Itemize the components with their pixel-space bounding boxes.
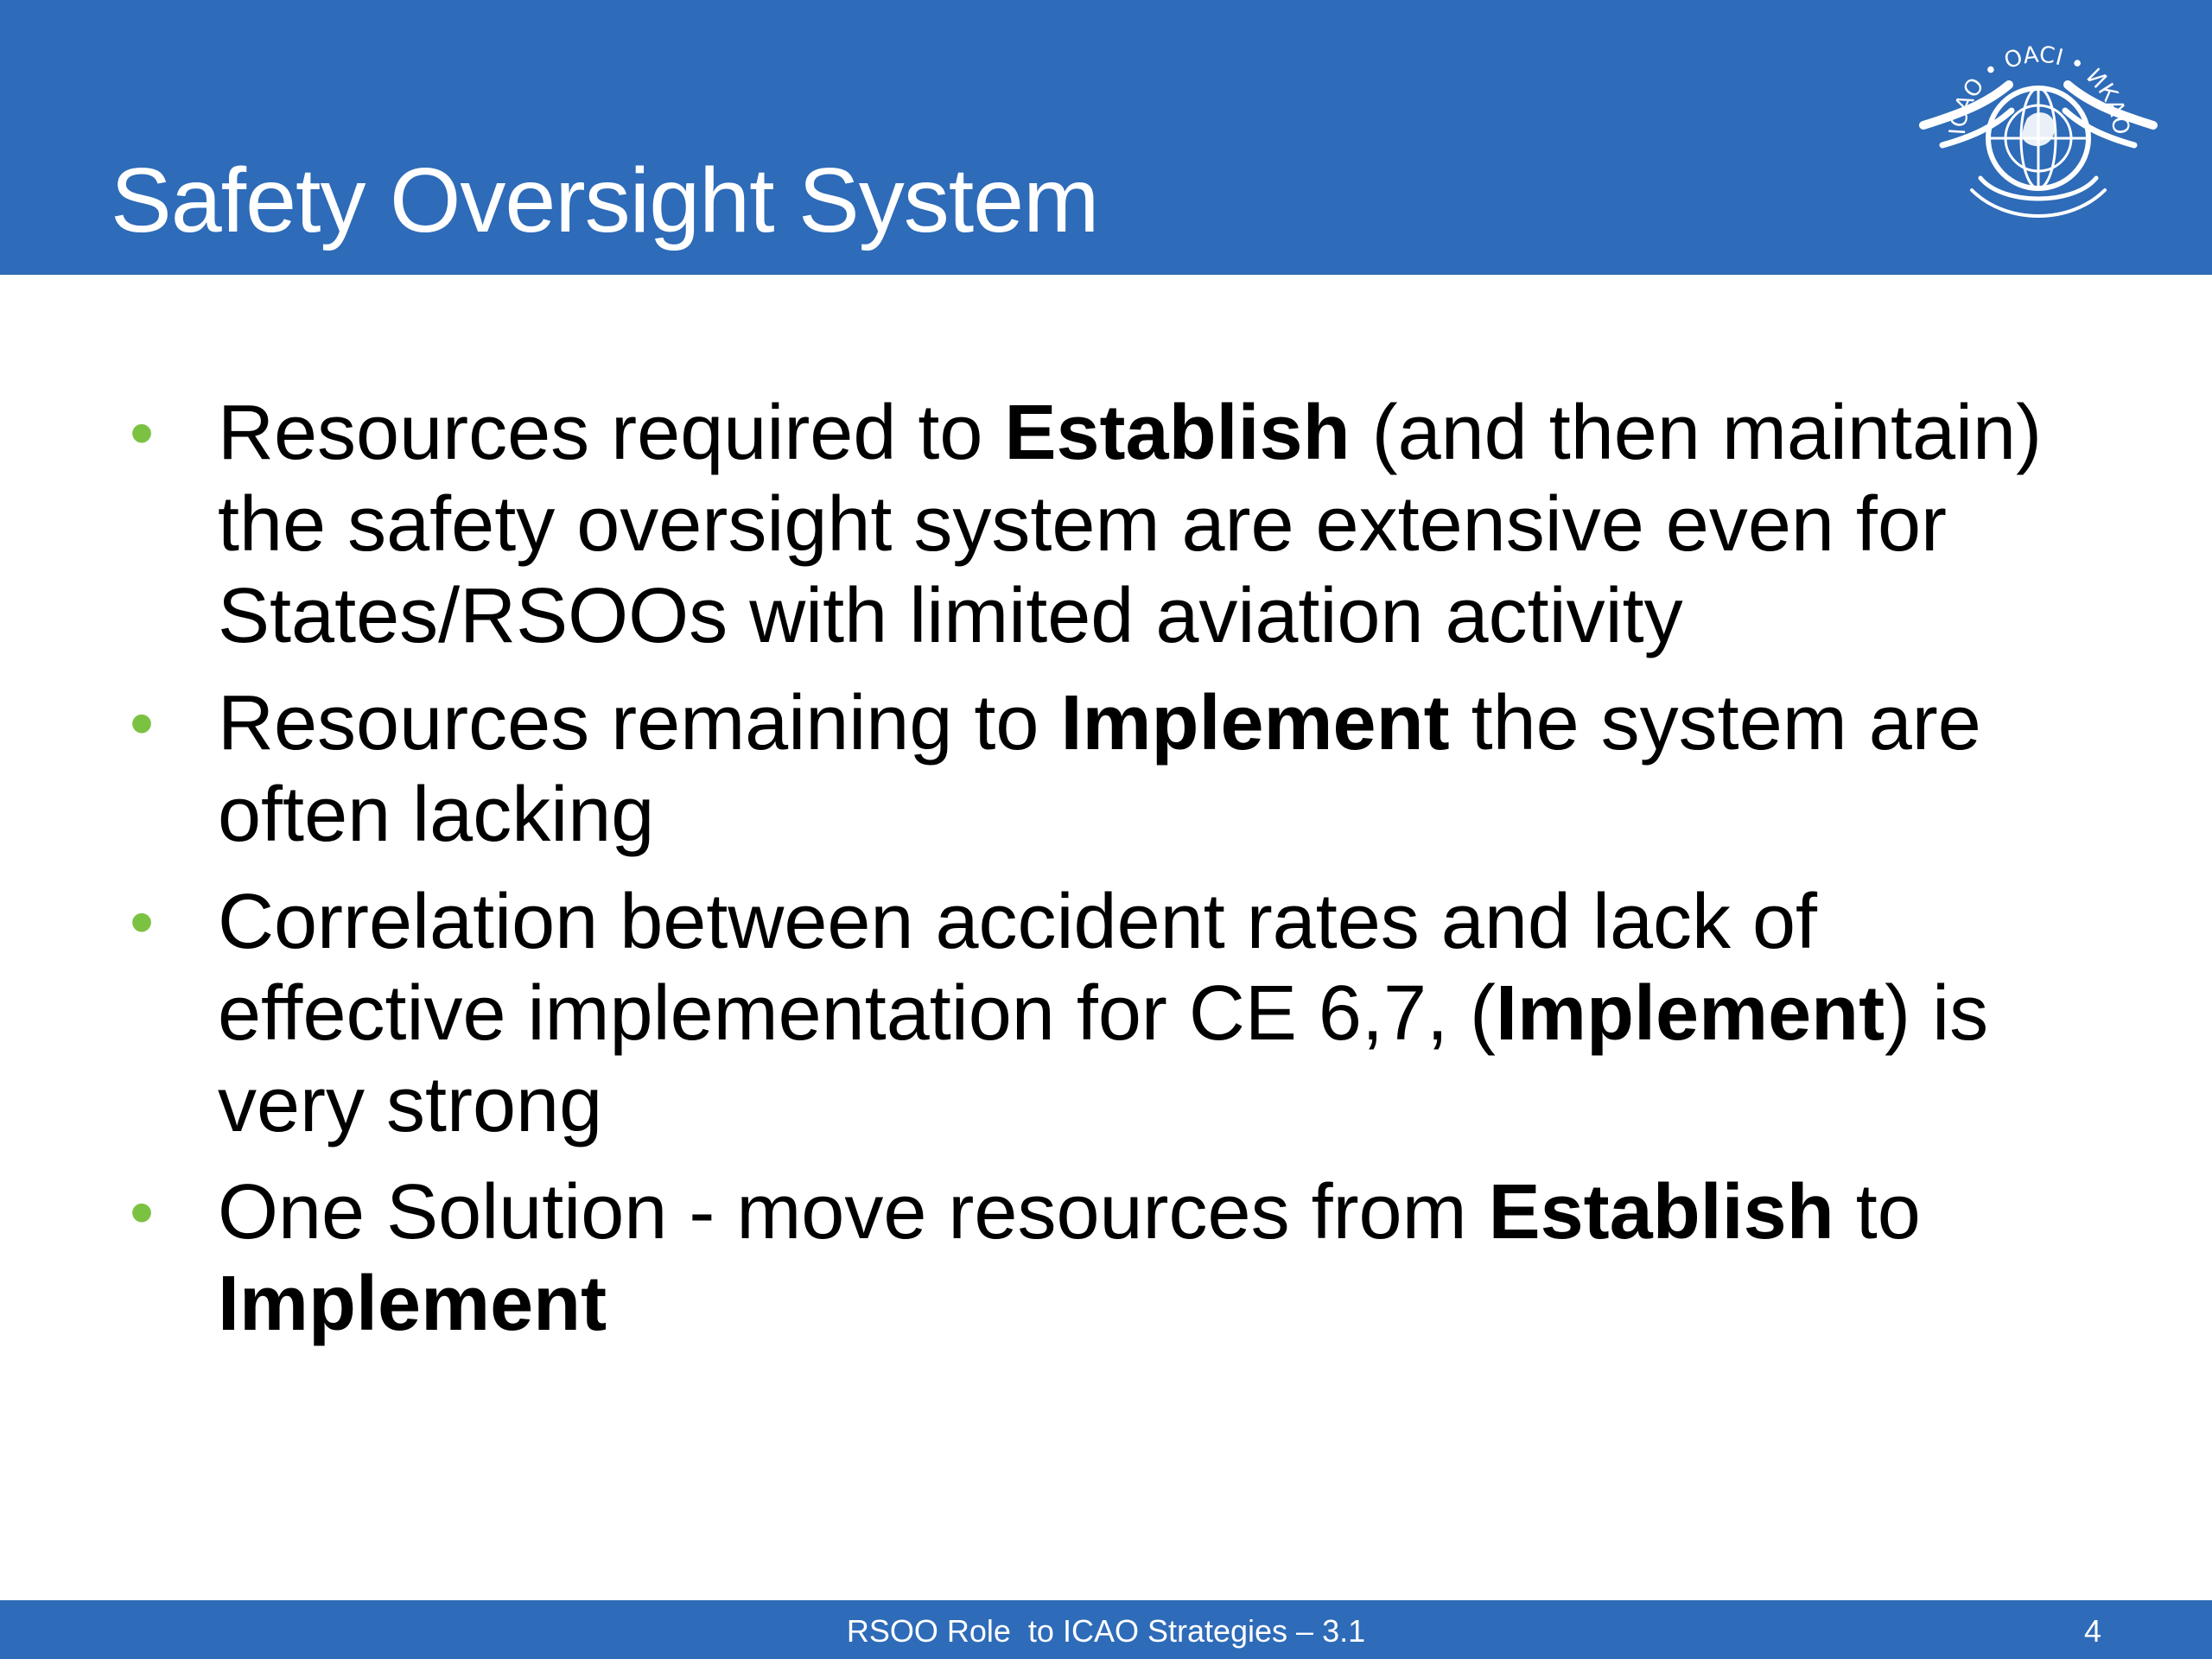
bold-keyword: Implement bbox=[1060, 680, 1450, 766]
bullet-segment: Resources remaining to bbox=[218, 680, 1061, 766]
bullet-text bbox=[218, 680, 1981, 858]
bullet-segment: One Solution - move resources from bbox=[218, 1169, 1489, 1255]
slide-title: Safety Oversight System bbox=[111, 149, 1099, 251]
bullet-text bbox=[218, 879, 1988, 1148]
page-number: 4 bbox=[2083, 1613, 2101, 1649]
bullet-dot-icon: • bbox=[130, 883, 155, 960]
bullet-dot-icon: • bbox=[130, 394, 155, 471]
bullet-item bbox=[130, 876, 2108, 1151]
bold-keyword: Establish bbox=[1004, 390, 1351, 476]
footer-text: RSOO Role to ICAO Strategies – 3.1 bbox=[846, 1613, 1366, 1649]
bold-keyword: Establish bbox=[1488, 1169, 1834, 1255]
bullet-item bbox=[130, 387, 2108, 662]
title-bar bbox=[0, 0, 2212, 275]
bullet-item bbox=[130, 677, 2108, 861]
bullet-dot-icon: • bbox=[130, 684, 155, 761]
bullet-segment: (and then maintain) the safety oversight system are extensive even for States/RSOOs with limited aviation activity bbox=[218, 390, 2043, 659]
bullet-list bbox=[130, 387, 2108, 1365]
bullet-dot-icon: • bbox=[130, 1173, 155, 1250]
bullet-item bbox=[130, 1166, 2108, 1350]
icao-emblem-icon bbox=[1897, 17, 2179, 259]
bullet-text bbox=[218, 390, 2042, 659]
logo-text: ICAO • OACI • ИКАО bbox=[1944, 41, 2134, 137]
bullet-segment: Resources required to bbox=[218, 390, 1005, 476]
bullet-segment: ) is very strong bbox=[218, 970, 1989, 1148]
bullet-text bbox=[218, 1169, 1921, 1347]
bold-keyword: Implement bbox=[218, 1261, 607, 1347]
bullet-segment: Correlation between accident rates and lack of effective implementation for CE 6,7, ( bbox=[218, 879, 1818, 1057]
bold-keyword: Implement bbox=[1496, 970, 1885, 1057]
bullet-segment: the system are often lacking bbox=[218, 680, 1981, 858]
bullet-segment: to bbox=[1834, 1169, 1921, 1255]
footer-bar bbox=[0, 1600, 2212, 1659]
